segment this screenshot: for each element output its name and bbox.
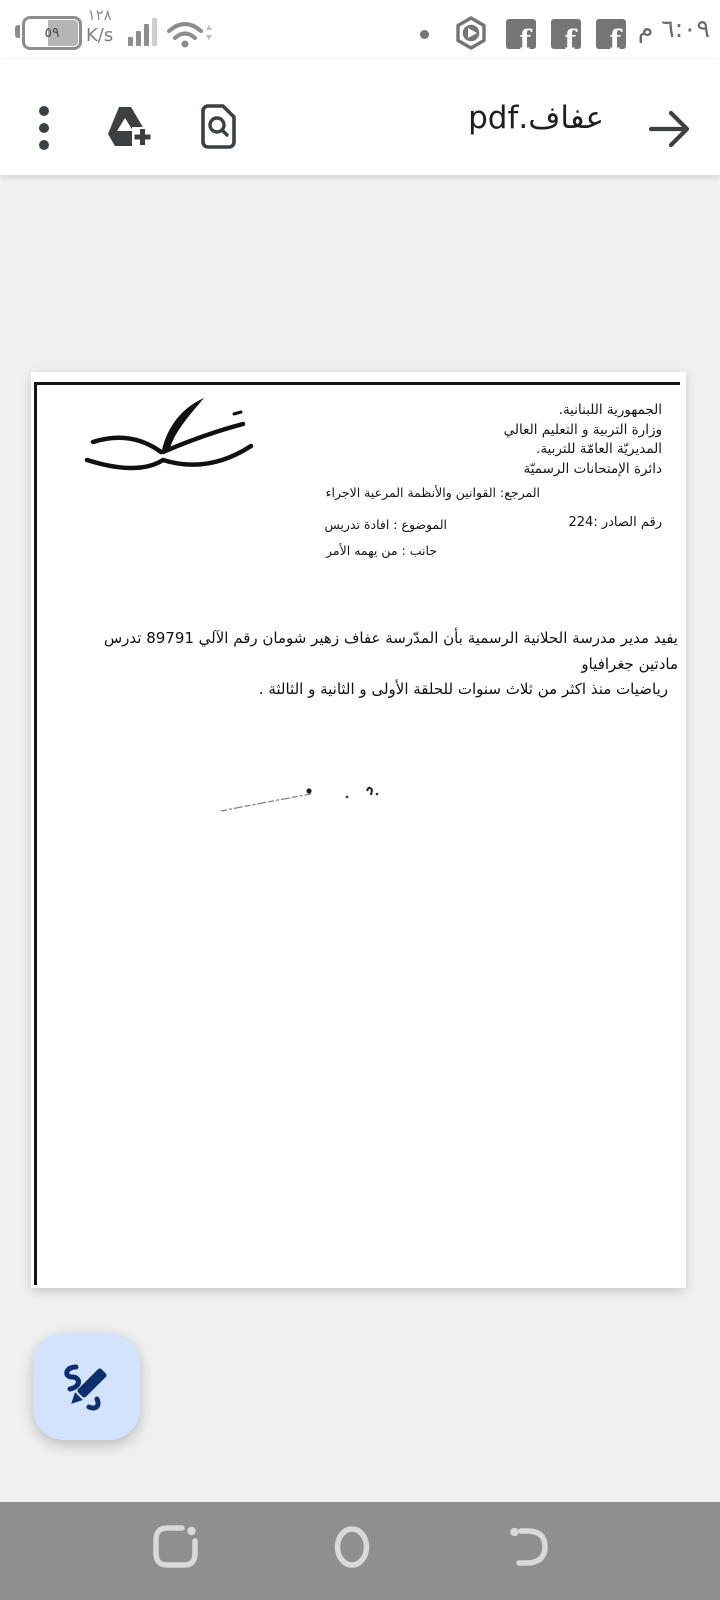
header-line: دائرة الإمتحانات الرسميّة — [523, 460, 662, 477]
battery-percent: ٥٩ — [44, 25, 60, 41]
facebook-icon — [551, 19, 581, 49]
facebook-icon — [506, 19, 536, 49]
pen-scribble-icon — [59, 1359, 115, 1415]
body-paragraph — [79, 626, 678, 703]
battery-nub — [15, 25, 20, 38]
document-title: عفاف.pdf — [468, 100, 604, 136]
network-speed-unit: K/s — [86, 25, 114, 46]
pdf-page[interactable] — [31, 372, 686, 1288]
header-line: المديريّة العامّة للتربية. — [536, 441, 662, 457]
body-line: يفيد مدير مدرسة الحلانية الرسمية بأن المدّرسة عفاف زهير شومان رقم الآلي 89791 تدرس مادتين جغرافياو — [103, 629, 678, 673]
facebook-icon — [596, 19, 626, 49]
status-bar — [0, 0, 720, 60]
scan-border-left — [34, 382, 37, 1285]
back-button[interactable] — [646, 108, 694, 150]
notification-dot-icon — [420, 30, 429, 39]
header-line: الجمهورية اللبنانية. — [558, 402, 662, 418]
header-line: وزارة التربية و التعليم العالي — [503, 421, 662, 438]
network-speed-value: ١٢٨ — [87, 6, 112, 24]
nav-recents-button[interactable] — [148, 1519, 204, 1575]
facebook-f: f — [564, 25, 576, 49]
signal-icon — [128, 17, 160, 47]
battery-icon — [22, 16, 82, 50]
facebook-f: f — [609, 25, 621, 49]
overflow-menu-button[interactable] — [24, 105, 66, 151]
facebook-f: f — [519, 25, 531, 49]
status-clock: ٦:٠٩ م — [637, 14, 710, 43]
find-in-document-button[interactable] — [196, 102, 244, 152]
scan-border-top — [34, 382, 680, 385]
play-badge-icon — [452, 14, 490, 52]
body-line: رياضيات منذ اكثر من ثلاث سنوات للحلقة الأولى و الثانية و الثالثة . — [258, 680, 668, 698]
nav-home-button[interactable] — [324, 1519, 380, 1575]
reference-line: المرجع: القوانين والأنظمة المرعية الاجراء — [325, 485, 540, 500]
arrow-right-icon — [651, 113, 687, 145]
attention-line: جانب : من يهمه الأمر — [326, 543, 437, 558]
add-to-drive-button[interactable] — [102, 102, 154, 154]
serial-number-line: رقم الصادر :224 — [568, 515, 662, 530]
subject-line: الموضوع : افادة تدريس — [324, 517, 447, 532]
pdf-viewer-toolbar — [0, 60, 720, 175]
network-speed — [86, 6, 113, 48]
ministry-header — [504, 401, 662, 479]
android-nav-bar — [0, 1502, 720, 1600]
open-book-logo-icon — [83, 394, 263, 484]
annotate-fab-button[interactable] — [33, 1333, 140, 1440]
nav-back-button[interactable] — [500, 1519, 556, 1575]
wifi-icon — [166, 15, 214, 49]
signature-scribble — [181, 782, 431, 837]
